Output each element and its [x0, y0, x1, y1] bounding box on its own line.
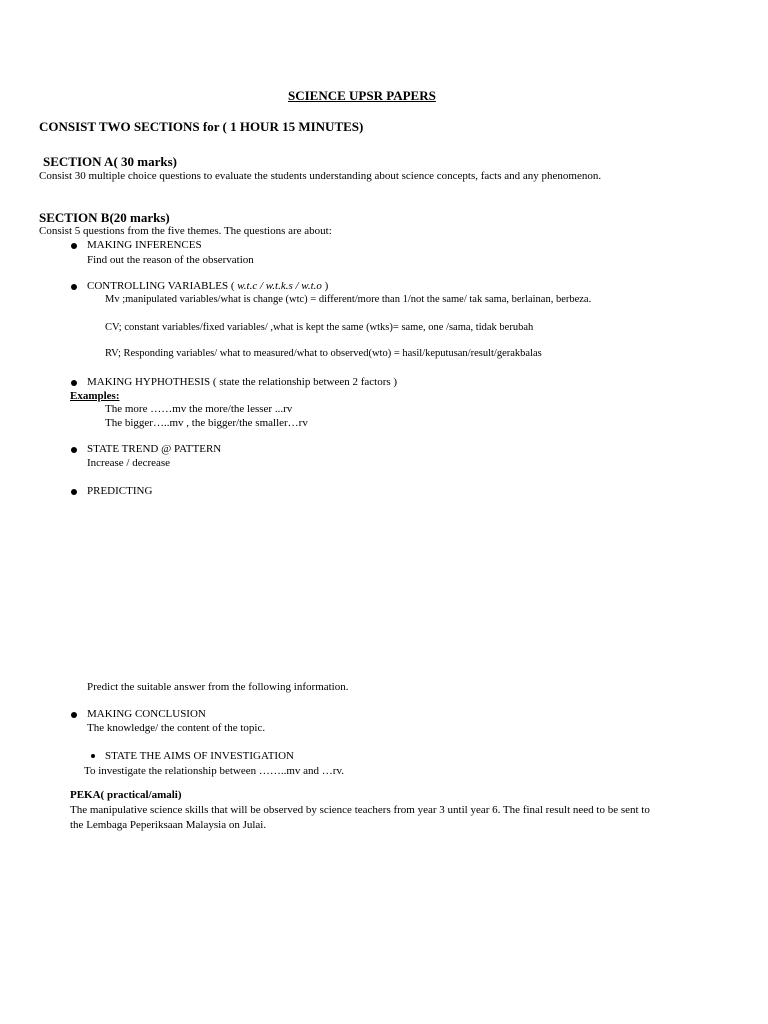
- page-title: SCIENCE UPSR PAPERS: [288, 88, 436, 103]
- bullet-icon: [71, 243, 77, 249]
- peka-line-2: the Lembaga Peperiksaan Malaysia on Julai.: [70, 819, 267, 831]
- examples-label: Examples:: [70, 390, 120, 402]
- predicting-label: PREDICTING: [87, 485, 153, 497]
- bullet-icon: [71, 712, 77, 718]
- consist-heading: CONSIST TWO SECTIONS for ( 1 HOUR 15 MINUTES): [39, 119, 364, 134]
- aims-label: STATE THE AIMS OF INVESTIGATION: [105, 750, 294, 762]
- controlling-label-pre: CONTROLLING VARIABLES (: [87, 280, 238, 292]
- bullet-icon: [71, 380, 77, 386]
- peka-heading: PEKA( practical/amali): [70, 789, 182, 801]
- peka-line-1: The manipulative science skills that will be observed by science teachers from year 3 until year 6. The final result need to be sent to: [70, 804, 650, 816]
- section-a-heading: SECTION A( 30 marks): [43, 154, 177, 169]
- bullet-icon: [91, 754, 95, 758]
- controlling-label-italic: w.t.c / w.t.k.s / w.t.o: [237, 280, 322, 292]
- controlling-label: [87, 280, 328, 292]
- cv-text: CV; constant variables/fixed variables/ ,what is kept the same (wtks)= same, one /sama, tidak berubah: [105, 322, 534, 333]
- bullet-icon: [71, 489, 77, 495]
- predicting-desc: Predict the suitable answer from the following information.: [87, 681, 349, 693]
- example-2: The bigger…..mv , the bigger/the smaller…rv: [105, 417, 308, 429]
- section-a-text: Consist 30 multiple choice questions to evaluate the students understanding about science concepts, facts and any phenomenon.: [39, 170, 602, 182]
- section-b-intro: Consist 5 questions from the five themes. The questions are about:: [39, 225, 332, 237]
- bullet-icon: [71, 284, 77, 290]
- example-1: The more ……mv the more/the lesser ...rv: [105, 403, 293, 415]
- trend-label: STATE TREND @ PATTERN: [87, 443, 222, 455]
- rv-text: RV; Responding variables/ what to measured/what to observed(wto) = hasil/keputusan/result/gerakbalas: [105, 348, 542, 359]
- aims-desc: To investigate the relationship between ……..mv and …rv.: [84, 765, 345, 777]
- mv-text: Mv ;manipulated variables/what is change (wtc) = different/more than 1/not the same/ tak sama, berlainan, berbeza.: [105, 294, 592, 305]
- trend-desc: Increase / decrease: [87, 457, 171, 469]
- conclusion-desc: The knowledge/ the content of the topic.: [87, 722, 266, 734]
- controlling-label-post: ): [321, 280, 329, 292]
- conclusion-label: MAKING CONCLUSION: [87, 708, 206, 720]
- inferences-desc: Find out the reason of the observation: [87, 254, 254, 266]
- inferences-label: MAKING INFERENCES: [87, 239, 202, 251]
- section-b-heading: SECTION B(20 marks): [39, 210, 170, 225]
- hypothesis-label: MAKING HYPHOTHESIS ( state the relationship between 2 factors ): [87, 376, 398, 388]
- bullet-icon: [71, 447, 77, 453]
